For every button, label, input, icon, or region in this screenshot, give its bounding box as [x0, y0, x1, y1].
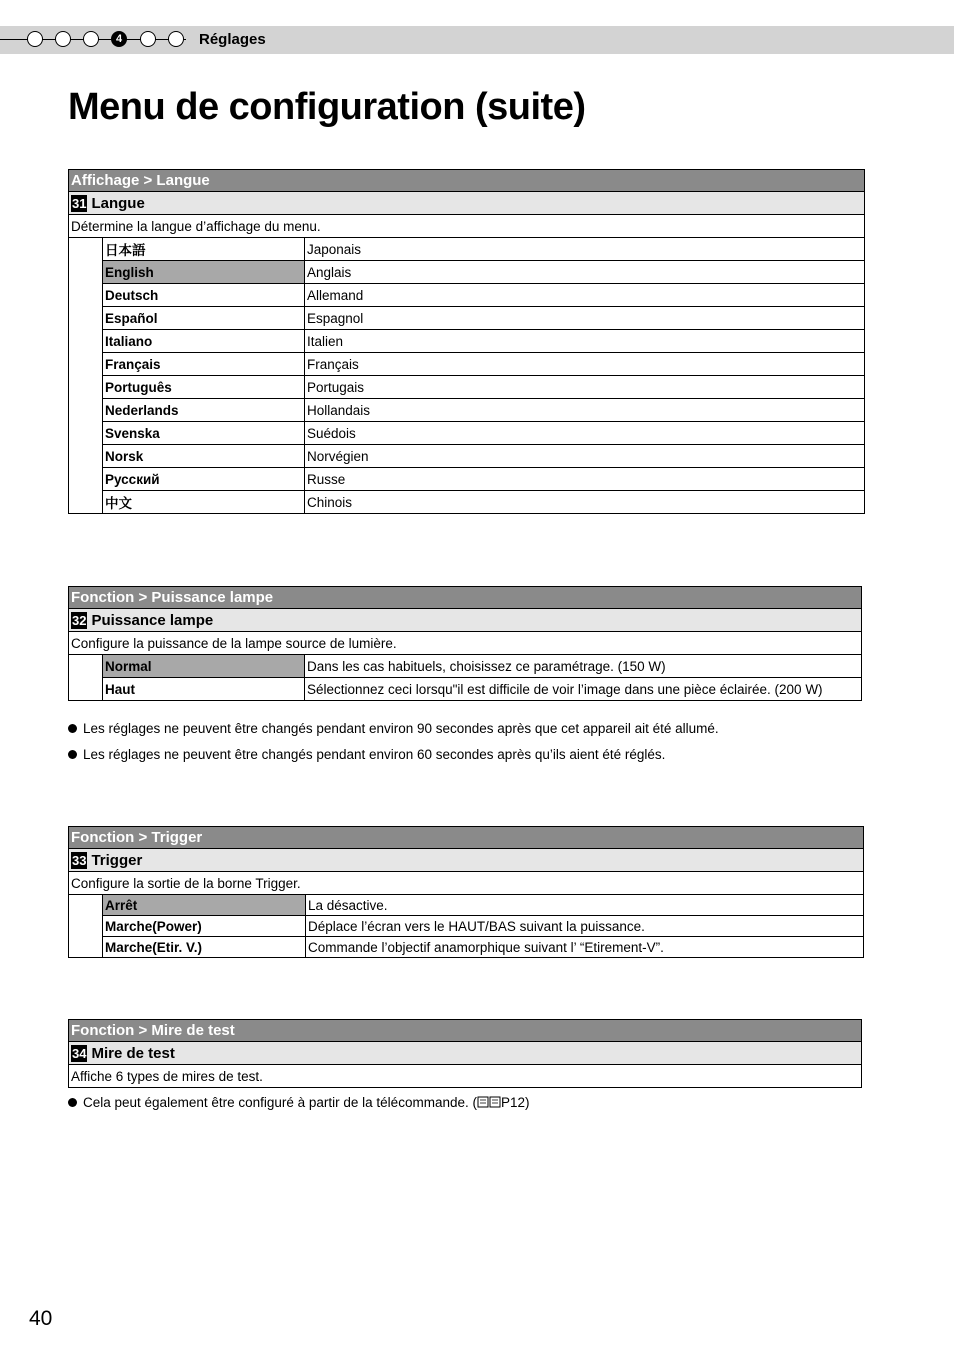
- setting-description: Configure la puissance de la lampe source de lumière.: [69, 632, 862, 655]
- option-value: Sélectionnez ceci lorsqu"il est difficile de voir l’image dans une pièce éclairée. (200 W): [305, 678, 862, 701]
- option-value: La désactive.: [306, 895, 864, 916]
- chapter-step-circle: [140, 31, 156, 47]
- option-value: Commande l’objectif anamorphique suivant l’ “Etirement-V”.: [306, 937, 864, 958]
- setting-name: Trigger: [91, 851, 143, 869]
- option-label[interactable]: Deutsch: [103, 284, 305, 307]
- option-label[interactable]: 日本語: [103, 238, 305, 261]
- chapter-step-circle: [83, 31, 99, 47]
- lampe-settings-table: [68, 586, 862, 701]
- option-label-default[interactable]: English: [103, 261, 305, 284]
- chapter-header-bar: [0, 26, 954, 54]
- note-item: [68, 1095, 530, 1110]
- setting-title: [69, 192, 865, 215]
- setting-name: Langue: [91, 194, 145, 212]
- chapter-step-circle: [55, 31, 71, 47]
- chapter-step-number: 4: [115, 33, 123, 45]
- table-header-path: Fonction > Mire de test: [69, 1020, 862, 1042]
- book-reference-icon: [477, 1095, 501, 1109]
- setting-title: [69, 1042, 862, 1065]
- setting-title: [69, 609, 862, 632]
- option-value: Japonais: [305, 238, 865, 261]
- option-value: Suédois: [305, 422, 865, 445]
- option-value: Norvégien: [305, 445, 865, 468]
- option-value: Français: [305, 353, 865, 376]
- setting-description: Configure la sortie de la borne Trigger.: [69, 872, 864, 895]
- option-label[interactable]: Español: [103, 307, 305, 330]
- option-label-default[interactable]: Arrêt: [103, 895, 306, 916]
- option-value: Italien: [305, 330, 865, 353]
- option-label[interactable]: Italiano: [103, 330, 305, 353]
- table-header-path: Affichage > Langue: [69, 170, 865, 192]
- option-label[interactable]: Français: [103, 353, 305, 376]
- option-label[interactable]: Marche(Power): [103, 916, 306, 937]
- option-label[interactable]: Norsk: [103, 445, 305, 468]
- setting-name: Puissance lampe: [91, 611, 214, 629]
- mire-settings-table: [68, 1019, 862, 1088]
- note-text: Cela peut également être configuré à partir de la télécommande. (: [83, 1095, 477, 1110]
- option-label[interactable]: Русский: [103, 468, 305, 491]
- setting-name: Mire de test: [91, 1044, 175, 1062]
- option-value: Russe: [305, 468, 865, 491]
- note-item: [68, 747, 665, 762]
- note-text: Les réglages ne peuvent être changés pendant environ 60 secondes après qu’ils aient été réglés.: [83, 747, 666, 762]
- setting-number-badge: 34: [72, 1045, 87, 1061]
- page-title: Menu de configuration (suite): [68, 86, 586, 128]
- option-value: Déplace l’écran vers le HAUT/BAS suivant la puissance.: [306, 916, 864, 937]
- setting-number-badge: 32: [72, 612, 87, 628]
- setting-title: [69, 849, 864, 872]
- note-text: Les réglages ne peuvent être changés pendant environ 90 secondes après que cet appareil ait été allumé.: [83, 721, 719, 736]
- option-label-default[interactable]: Normal: [103, 655, 305, 678]
- bullet-icon: [68, 1098, 77, 1107]
- option-value: Anglais: [305, 261, 865, 284]
- table-header-path: Fonction > Trigger: [69, 827, 864, 849]
- option-label[interactable]: 中文: [103, 491, 305, 514]
- chapter-step-circle: [27, 31, 43, 47]
- option-label[interactable]: Haut: [103, 678, 305, 701]
- chapter-step-circle-active: [111, 31, 127, 47]
- option-value: Allemand: [305, 284, 865, 307]
- option-label[interactable]: Svenska: [103, 422, 305, 445]
- option-value: Portugais: [305, 376, 865, 399]
- option-value: Chinois: [305, 491, 865, 514]
- bullet-icon: [68, 724, 77, 733]
- option-label[interactable]: Nederlands: [103, 399, 305, 422]
- setting-description: Affiche 6 types de mires de test.: [69, 1065, 862, 1088]
- chapter-section-label: Réglages: [199, 31, 266, 48]
- bullet-icon: [68, 750, 77, 759]
- option-label[interactable]: Português: [103, 376, 305, 399]
- note-text-ref: P12): [500, 1095, 530, 1110]
- option-value: Espagnol: [305, 307, 865, 330]
- trigger-settings-table: [68, 826, 864, 958]
- table-header-path: Fonction > Puissance lampe: [69, 587, 862, 609]
- option-value: Hollandais: [305, 399, 865, 422]
- option-label[interactable]: Marche(Etir. V.): [103, 937, 306, 958]
- langue-settings-table: [68, 169, 865, 514]
- note-item: [68, 721, 719, 736]
- option-value: Dans les cas habituels, choisissez ce paramétrage. (150 W): [305, 655, 862, 678]
- page-number: 40: [29, 1307, 53, 1330]
- setting-number-badge: 31: [72, 195, 87, 211]
- chapter-step-circle: [168, 31, 184, 47]
- setting-description: Détermine la langue d’affichage du menu.: [69, 215, 865, 238]
- setting-number-badge: 33: [72, 852, 87, 868]
